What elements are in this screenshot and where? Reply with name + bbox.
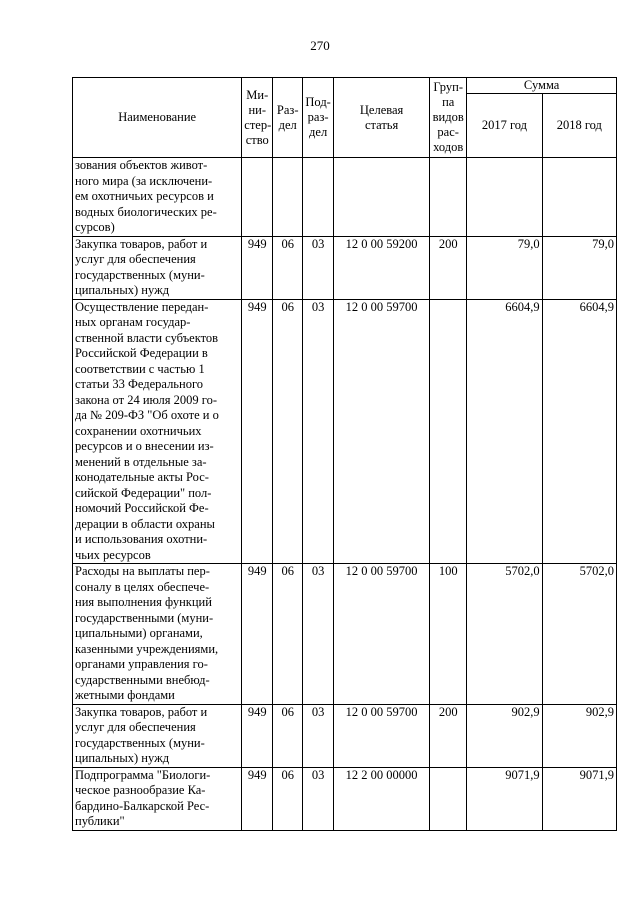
header-subsection: Под- раз- дел [303,78,334,158]
row-section-cell: 06 [273,767,303,830]
row-subsection-cell: 03 [303,704,334,767]
row-section-cell: 06 [273,299,303,564]
header-ministry: Ми- ни- стер- ство [242,78,273,158]
table-row [73,158,617,237]
row-group-cell [430,158,467,237]
row-2018-cell [542,158,616,237]
row-ministry-cell: 949 [242,704,273,767]
row-subsection-cell: 03 [303,564,334,705]
row-section-cell: 06 [273,564,303,705]
header-target: Целевая статья [334,78,430,158]
row-2017-cell: 5702,0 [467,564,542,705]
row-name-cell: Закупка товаров, работ и услуг для обеспечения государственных (муни- ципальных) нужд [73,236,242,299]
header-year-2018: 2018 год [542,94,616,158]
row-group-cell: 200 [430,236,467,299]
row-subsection-cell: 03 [303,299,334,564]
row-ministry-cell: 949 [242,564,273,705]
row-target-cell: 12 0 00 59700 [334,299,430,564]
row-target-cell: 12 0 00 59700 [334,704,430,767]
row-2017-cell: 79,0 [467,236,542,299]
row-target-cell: 12 0 00 59700 [334,564,430,705]
table-row [73,767,617,830]
header-section: Раз- дел [273,78,303,158]
row-subsection-cell: 03 [303,767,334,830]
row-name-cell: Подпрограмма "Биологи- ческое разнообразие Ка- бардино-Балкарской Рес- публики" [73,767,242,830]
page-number: 270 [310,38,330,53]
row-subsection-cell [303,158,334,237]
row-group-cell: 200 [430,704,467,767]
row-group-cell [430,767,467,830]
row-2018-cell: 902,9 [542,704,616,767]
row-section-cell [273,158,303,237]
row-name-cell: Расходы на выплаты пер- соналу в целях обеспече- ния выполнения функций государственными (муни- ципальными) органами, казенными учреждениями, органами управления го- сударственными внебюд- жетными фондами [73,564,242,705]
row-target-cell: 12 2 00 00000 [334,767,430,830]
row-2017-cell: 902,9 [467,704,542,767]
row-section-cell: 06 [273,704,303,767]
row-section-cell: 06 [273,236,303,299]
row-subsection-cell: 03 [303,236,334,299]
row-target-cell: 12 0 00 59200 [334,236,430,299]
row-2017-cell: 9071,9 [467,767,542,830]
row-2018-cell: 6604,9 [542,299,616,564]
header-year-2017: 2017 год [467,94,542,158]
row-2018-cell: 5702,0 [542,564,616,705]
row-name-cell: зования объектов живот- ного мира (за исключени- ем охотничьих ресурсов и водных биологических ре- сурсов) [73,158,242,237]
row-ministry-cell: 949 [242,299,273,564]
row-name-cell: Закупка товаров, работ и услуг для обеспечения государственных (муни- ципальных) нужд [73,704,242,767]
row-ministry-cell [242,158,273,237]
table-row [73,564,617,705]
header-sum: Сумма [467,78,617,94]
row-target-cell [334,158,430,237]
row-2017-cell [467,158,542,237]
row-group-cell: 100 [430,564,467,705]
row-2018-cell: 9071,9 [542,767,616,830]
row-2017-cell: 6604,9 [467,299,542,564]
header-group: Груп- па видов рас- ходов [430,78,467,158]
row-2018-cell: 79,0 [542,236,616,299]
budget-table [72,77,617,831]
row-ministry-cell: 949 [242,767,273,830]
row-ministry-cell: 949 [242,236,273,299]
table-row [73,704,617,767]
header-name: Наименование [73,78,242,158]
table-row [73,299,617,564]
table-row [73,236,617,299]
row-group-cell [430,299,467,564]
table-body [73,158,617,831]
row-name-cell: Осуществление передан- ных органам государ- ственной власти субъектов Российской Федерации в соответствии с частью 1 статьи 33 Федерального закона от 24 июля 2009 го- да № 209-ФЗ "Об охоте и о сохранении охотничьих ресурсов и о внесении из- менений в отдельные за- конодательные акты Рос- сийской Федерации" пол- номочий Российской Фе- дерации в области охраны и использования охотни- чьих ресурсов [73,299,242,564]
